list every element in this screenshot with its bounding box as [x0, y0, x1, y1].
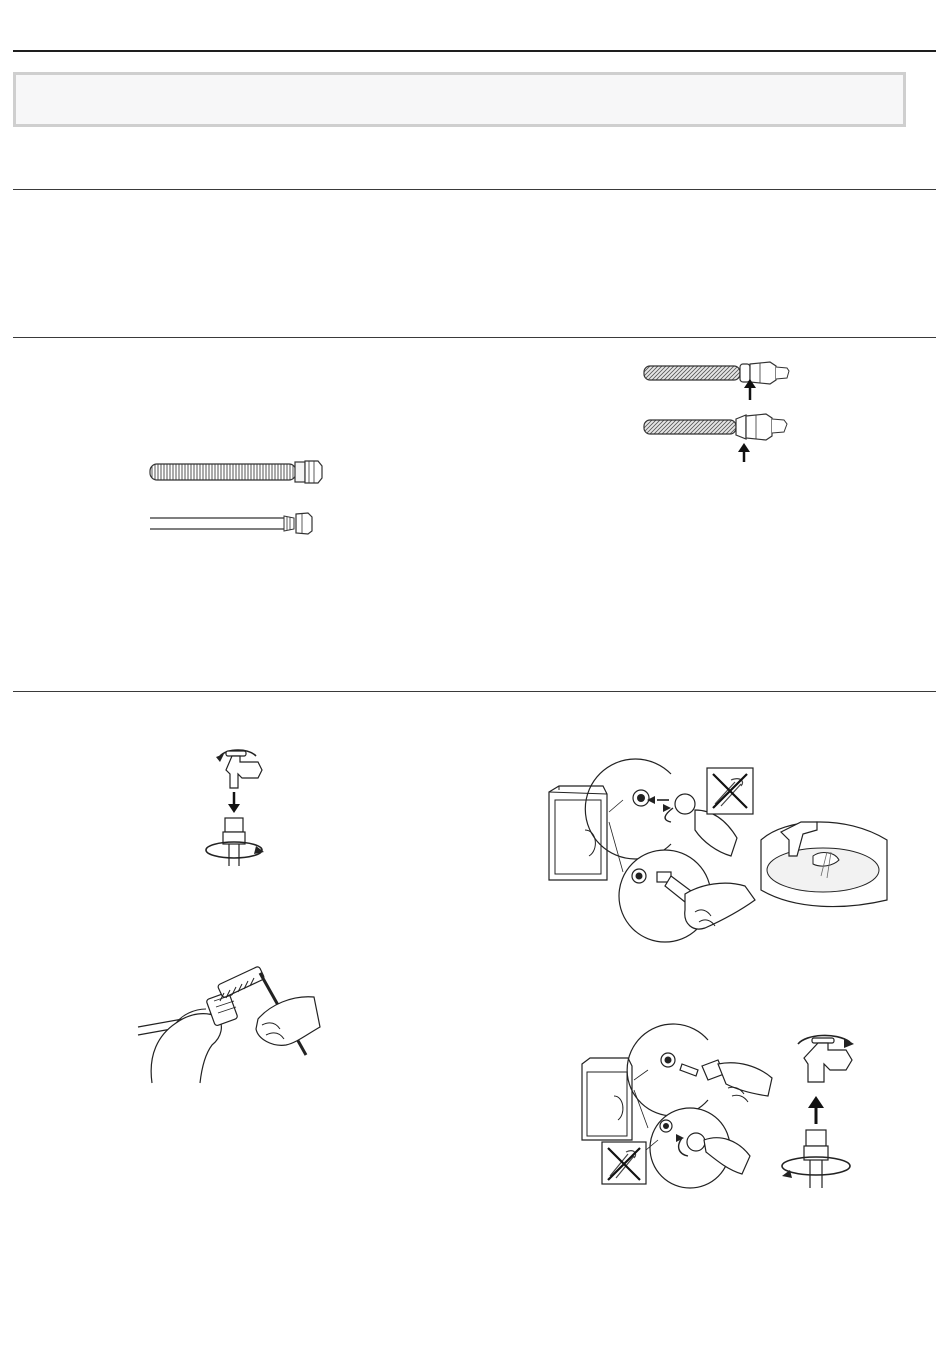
washer-icon	[545, 760, 895, 945]
page-title-box	[13, 72, 906, 127]
section-divider-1	[13, 189, 936, 190]
tap-icon	[578, 1030, 868, 1190]
section-divider-2	[13, 337, 936, 338]
hose-arrow-icon	[642, 358, 802, 468]
inlet-hoses-figure	[148, 458, 328, 538]
page-title	[16, 75, 903, 107]
filter-brush-cleaning-figure	[136, 965, 336, 1090]
section-divider-3	[13, 691, 936, 692]
tap-icon	[198, 748, 268, 868]
filter-cleaning-washer-figure	[545, 760, 895, 945]
hose-connector-types-figure	[642, 358, 802, 468]
reconnect-washer-tap-figure	[578, 1030, 868, 1190]
top-rule	[13, 50, 936, 52]
hose-icon	[148, 458, 328, 538]
brush-icon	[136, 965, 336, 1090]
tap-disconnect-figure	[198, 748, 268, 868]
